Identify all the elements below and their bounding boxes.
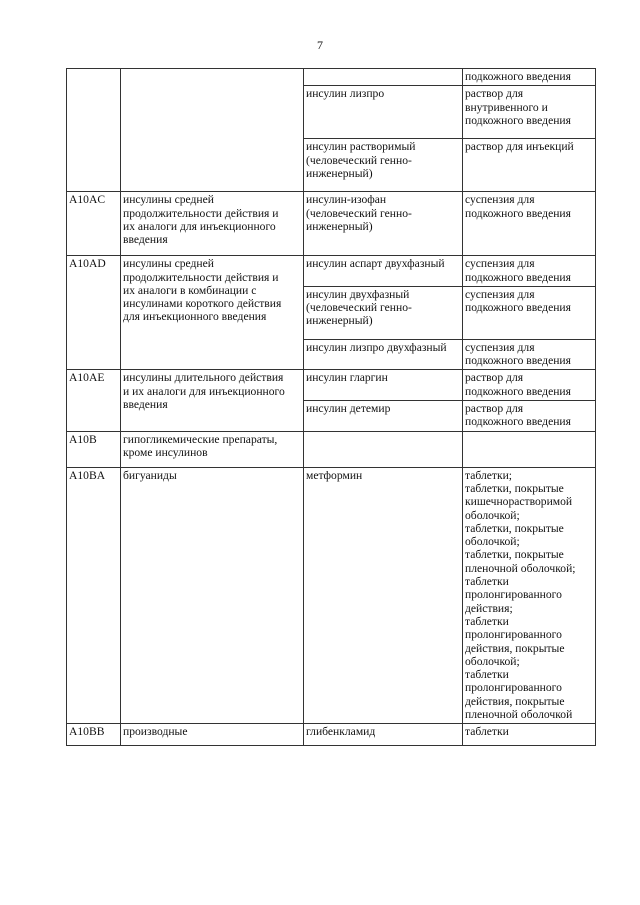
group-cell: производные <box>121 724 304 746</box>
form-cell <box>463 431 596 467</box>
table-row <box>67 431 596 467</box>
form-cell: суспензия для подкожного введения <box>463 256 596 287</box>
atc-code-cell: A10AE <box>67 370 121 431</box>
form-cell: раствор для внутривенного и подкожного введения <box>463 86 596 139</box>
table-row <box>67 192 596 256</box>
atc-code-cell: A10AD <box>67 256 121 370</box>
drug-cell: инсулин гларгин <box>304 370 463 401</box>
atc-code-cell: A10BB <box>67 724 121 746</box>
table-row <box>67 724 596 746</box>
drug-cell: инсулин лизпро двухфазный <box>304 339 463 370</box>
form-cell: суспензия для подкожного введения <box>463 339 596 370</box>
drug-cell <box>304 69 463 86</box>
group-cell: инсулины средней продолжительности действия и их аналоги в комбинации с инсулинами короткого действия для инъекционного введения <box>121 256 304 370</box>
form-cell: раствор для подкожного введения <box>463 401 596 432</box>
form-cell: подкожного введения <box>463 69 596 86</box>
drug-cell: инсулин детемир <box>304 401 463 432</box>
group-cell: инсулины средней продолжительности действия и их аналоги для инъекционного введения <box>121 192 304 256</box>
drug-cell: инсулин лизпро <box>304 86 463 139</box>
drug-cell: глибенкламид <box>304 724 463 746</box>
page-number: 7 <box>317 38 323 52</box>
atc-code-cell <box>67 69 121 192</box>
table-row <box>67 256 596 287</box>
form-cell: таблетки <box>463 724 596 746</box>
drug-cell: инсулин растворимый (человеческий генно- инженерный) <box>304 139 463 192</box>
group-cell: гипогликемические препараты, кроме инсулинов <box>121 431 304 467</box>
group-cell <box>121 69 304 192</box>
atc-code-cell: A10B <box>67 431 121 467</box>
atc-code-cell: A10AC <box>67 192 121 256</box>
drug-cell: инсулин аспарт двухфазный <box>304 256 463 287</box>
form-cell: суспензия для подкожного введения <box>463 192 596 256</box>
drug-cell <box>304 431 463 467</box>
drug-cell: инсулин-изофан (человеческий генно- инженерный) <box>304 192 463 256</box>
form-cell: раствор для инъекций <box>463 139 596 192</box>
drug-table <box>66 68 596 746</box>
form-cell: таблетки; таблетки, покрытые кишечнорастворимой оболочкой; таблетки, покрытые оболочкой; таблетки, покрытые пленочной оболочкой; таблетки пролонгированного действия; таблетки пролонгированного действия, покрытые оболочкой; таблетки пролонгированного действия, покрытые пленочной оболочкой <box>463 467 596 724</box>
table-row <box>67 370 596 401</box>
group-cell: бигуаниды <box>121 467 304 724</box>
table-row <box>67 467 596 724</box>
form-cell: суспензия для подкожного введения <box>463 286 596 339</box>
table-row <box>67 69 596 86</box>
drug-cell: инсулин двухфазный (человеческий генно- инженерный) <box>304 286 463 339</box>
atc-code-cell: A10BA <box>67 467 121 724</box>
drug-cell: метформин <box>304 467 463 724</box>
group-cell: инсулины длительного действия и их аналоги для инъекционного введения <box>121 370 304 431</box>
form-cell: раствор для подкожного введения <box>463 370 596 401</box>
